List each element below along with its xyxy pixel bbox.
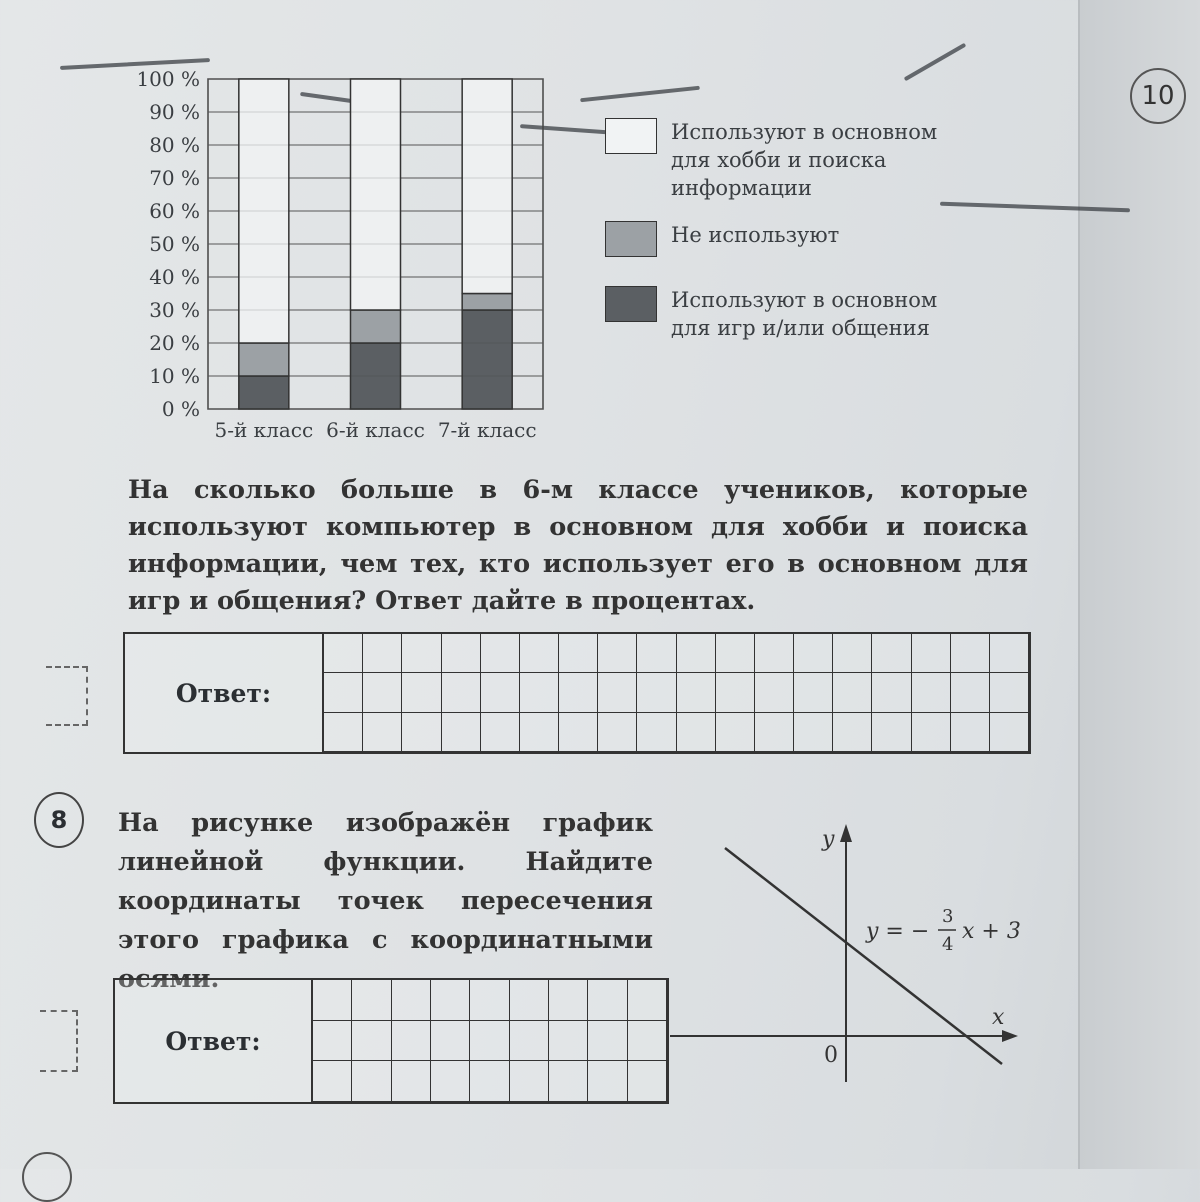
answer-cell[interactable]	[470, 1061, 509, 1102]
answer-cell[interactable]	[990, 713, 1029, 752]
answer-cell[interactable]	[716, 634, 755, 673]
x-axis-arrow	[1002, 1030, 1018, 1042]
answer-cell[interactable]	[313, 980, 352, 1021]
x-tick-label: 5-й класс	[214, 418, 314, 442]
y-tick-label: 80 %	[149, 133, 200, 157]
formula-denominator: 4	[942, 934, 954, 955]
answer-cell[interactable]	[755, 634, 794, 673]
legend-swatch-hobby	[605, 118, 657, 154]
answer-cell[interactable]	[559, 713, 598, 752]
answer-cell[interactable]	[637, 634, 676, 673]
linear-function-graph	[670, 810, 1070, 1100]
answer-cell[interactable]	[833, 634, 872, 673]
formula-numerator: 3	[942, 906, 954, 927]
next-question-marker	[22, 1152, 72, 1202]
answer-cell[interactable]	[677, 713, 716, 752]
answer-grid-8[interactable]	[313, 980, 667, 1102]
answer-cell[interactable]	[990, 673, 1029, 712]
answer-cell[interactable]	[677, 634, 716, 673]
legend-label-games: Используют в основном для игр и/или общения	[671, 288, 938, 340]
answer-cell[interactable]	[510, 980, 549, 1021]
answer-cell[interactable]	[363, 673, 402, 712]
answer-cell[interactable]	[352, 1021, 391, 1062]
answer-box-8	[113, 978, 669, 1104]
formula-lhs: y = −	[866, 919, 930, 944]
answer-cell[interactable]	[794, 673, 833, 712]
y-tick-label: 70 %	[149, 166, 200, 190]
answer-cell[interactable]	[872, 634, 911, 673]
scratch-mark	[580, 86, 700, 103]
answer-box-7	[123, 632, 1031, 754]
answer-cell[interactable]	[324, 634, 363, 673]
answer-cell[interactable]	[628, 1061, 667, 1102]
stacked-bar-chart	[110, 55, 580, 455]
bar-segment	[239, 343, 289, 376]
answer-cell[interactable]	[951, 634, 990, 673]
answer-cell[interactable]	[481, 673, 520, 712]
y-tick-label: 60 %	[149, 199, 200, 223]
x-axis-label: x	[992, 1005, 1005, 1030]
question-7-text: На сколько больше в 6-м классе учеников, которые используют компьютер в основном для хобби и поиска информации, чем тех, кто использует его в основном для игр и общения? Ответ дайте в процентах.	[128, 475, 1028, 616]
scratch-mark	[904, 43, 967, 81]
answer-cell[interactable]	[677, 673, 716, 712]
answer-cell[interactable]	[363, 634, 402, 673]
answer-cell[interactable]	[833, 673, 872, 712]
answer-cell[interactable]	[755, 673, 794, 712]
answer-cell[interactable]	[549, 980, 588, 1021]
y-tick-label: 20 %	[149, 331, 200, 355]
answer-cell[interactable]	[324, 673, 363, 712]
question-8-number: 8	[34, 792, 84, 848]
answer-label-8: Ответ:	[115, 980, 313, 1102]
score-box	[40, 1010, 78, 1072]
legend-item-not-used	[605, 221, 971, 257]
answer-cell[interactable]	[833, 713, 872, 752]
answer-cell[interactable]	[402, 634, 441, 673]
answer-cell[interactable]	[637, 673, 676, 712]
answer-cell[interactable]	[598, 634, 637, 673]
answer-cell[interactable]	[872, 713, 911, 752]
answer-cell[interactable]	[431, 1061, 470, 1102]
answer-cell[interactable]	[520, 713, 559, 752]
answer-cell[interactable]	[481, 634, 520, 673]
answer-cell[interactable]	[352, 1061, 391, 1102]
bar-segment	[351, 79, 401, 310]
question-8-text: На рисунке изображён график линейной функции. Найдите координаты точек пересечения этого графика с координатными осями.	[118, 808, 653, 994]
legend-swatch-games	[605, 286, 657, 322]
answer-cell[interactable]	[794, 713, 833, 752]
answer-cell[interactable]	[588, 1021, 627, 1062]
bar-segment	[462, 310, 512, 409]
answer-cell[interactable]	[951, 713, 990, 752]
answer-cell[interactable]	[324, 713, 363, 752]
origin-label: 0	[824, 1043, 838, 1068]
answer-grid-7[interactable]	[324, 634, 1029, 752]
answer-cell[interactable]	[716, 673, 755, 712]
y-axis-arrow	[840, 824, 852, 842]
answer-cell[interactable]	[470, 1021, 509, 1062]
legend-label-hobby: Используют в основном для хобби и поиска информации	[671, 120, 938, 200]
answer-cell[interactable]	[352, 980, 391, 1021]
x-tick-label: 7-й класс	[437, 418, 537, 442]
answer-cell[interactable]	[481, 713, 520, 752]
answer-cell[interactable]	[442, 713, 481, 752]
answer-cell[interactable]	[313, 1061, 352, 1102]
score-box	[46, 666, 88, 726]
function-line	[725, 848, 1002, 1064]
answer-cell[interactable]	[872, 673, 911, 712]
answer-cell[interactable]	[990, 634, 1029, 673]
y-tick-label: 90 %	[149, 100, 200, 124]
y-tick-label: 30 %	[149, 298, 200, 322]
answer-cell[interactable]	[431, 980, 470, 1021]
answer-cell[interactable]	[520, 673, 559, 712]
answer-cell[interactable]	[510, 1021, 549, 1062]
answer-cell[interactable]	[549, 1021, 588, 1062]
y-tick-label: 0 %	[161, 397, 200, 421]
answer-cell[interactable]	[598, 673, 637, 712]
y-tick-label: 50 %	[149, 232, 200, 256]
x-tick-label: 6-й класс	[326, 418, 425, 442]
answer-cell[interactable]	[588, 1061, 627, 1102]
answer-cell[interactable]	[402, 713, 441, 752]
answer-cell[interactable]	[637, 713, 676, 752]
legend-label-not-used: Не используют	[671, 223, 840, 247]
answer-cell[interactable]	[628, 980, 667, 1021]
y-axis-label: y	[822, 827, 835, 852]
answer-cell[interactable]	[912, 713, 951, 752]
answer-cell[interactable]	[549, 1061, 588, 1102]
formula-rhs: x + 3	[962, 919, 1021, 944]
answer-cell[interactable]	[520, 634, 559, 673]
answer-cell[interactable]	[794, 634, 833, 673]
answer-cell[interactable]	[392, 980, 431, 1021]
y-tick-label: 100 %	[136, 67, 200, 91]
answer-cell[interactable]	[510, 1061, 549, 1102]
answer-cell[interactable]	[628, 1021, 667, 1062]
function-formula	[865, 906, 1021, 955]
answer-cell[interactable]	[951, 673, 990, 712]
bar-segment	[239, 376, 289, 409]
answer-cell[interactable]	[442, 634, 481, 673]
legend-item-games	[605, 286, 971, 342]
answer-cell[interactable]	[442, 673, 481, 712]
answer-cell[interactable]	[392, 1021, 431, 1062]
y-tick-label: 40 %	[149, 265, 200, 289]
answer-cell[interactable]	[559, 634, 598, 673]
legend-swatch-not-used	[605, 221, 657, 257]
answer-cell[interactable]	[588, 980, 627, 1021]
answer-cell[interactable]	[912, 673, 951, 712]
answer-cell[interactable]	[313, 1021, 352, 1062]
page-edge	[1078, 0, 1200, 1169]
bar-segment	[351, 310, 401, 343]
legend-item-hobby	[605, 118, 971, 202]
bar-segment	[462, 79, 512, 294]
answer-cell[interactable]	[392, 1061, 431, 1102]
answer-cell[interactable]	[755, 713, 794, 752]
answer-cell[interactable]	[912, 634, 951, 673]
answer-label-7: Ответ:	[125, 634, 324, 752]
answer-cell[interactable]	[363, 713, 402, 752]
answer-cell[interactable]	[402, 673, 441, 712]
bar-segment	[462, 294, 512, 311]
answer-cell[interactable]	[559, 673, 598, 712]
answer-cell[interactable]	[470, 980, 509, 1021]
y-tick-label: 10 %	[149, 364, 200, 388]
answer-cell[interactable]	[431, 1021, 470, 1062]
page-number: 10	[1130, 68, 1186, 124]
answer-cell[interactable]	[598, 713, 637, 752]
answer-cell[interactable]	[716, 713, 755, 752]
